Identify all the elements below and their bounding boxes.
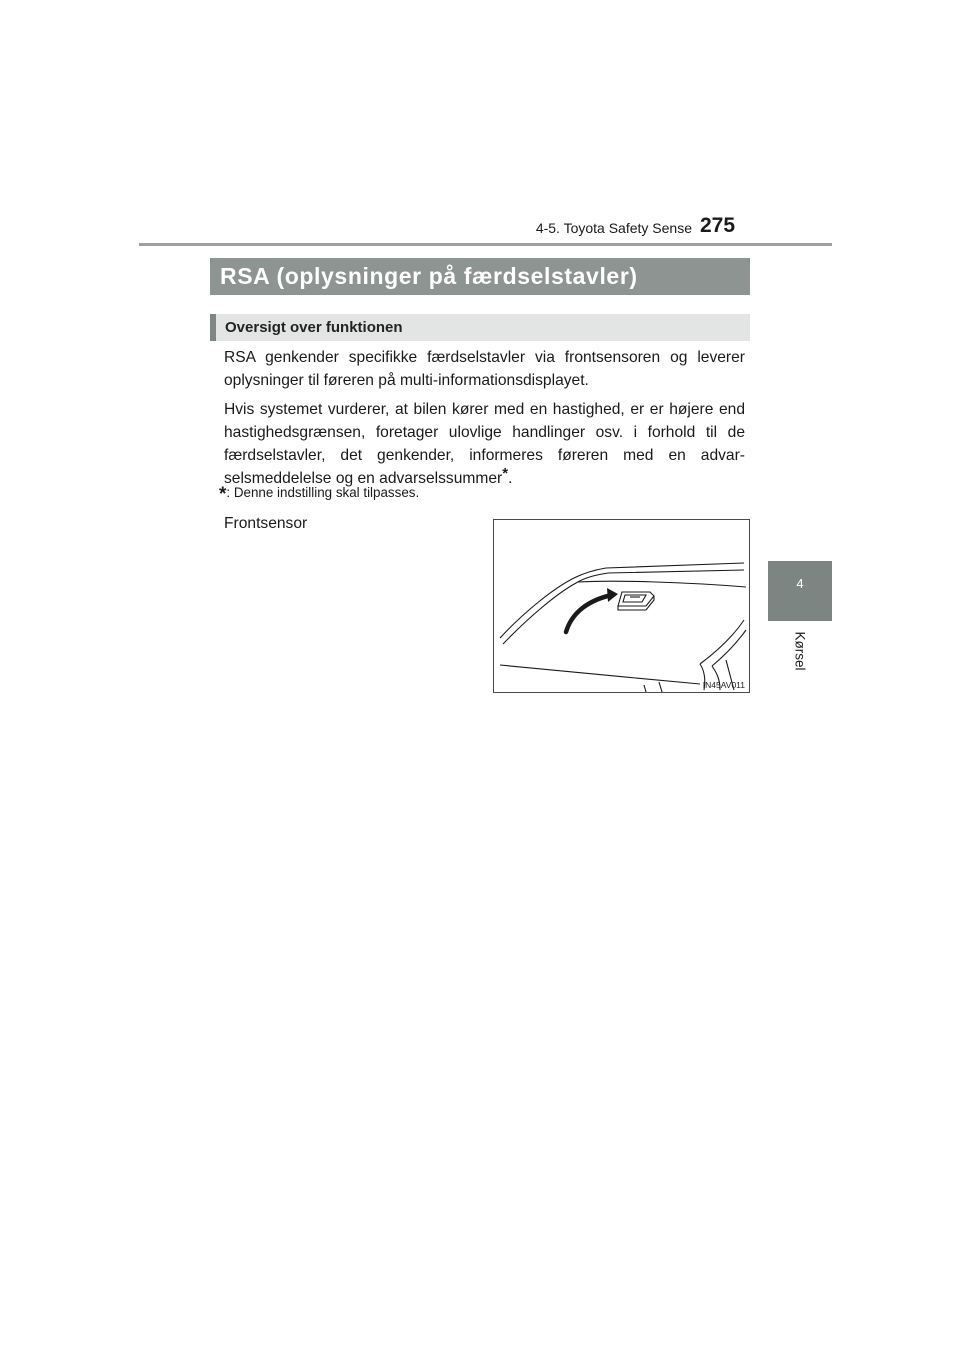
body-paragraph-2: [224, 398, 745, 490]
figure-code: IN45AV011: [702, 680, 745, 690]
windshield-sensor-drawing: [494, 520, 751, 694]
header-divider: [139, 243, 832, 246]
subsection-heading: Oversigt over funktionen: [210, 314, 750, 341]
page-number: 275: [700, 214, 736, 237]
chapter-title: [790, 626, 810, 676]
chapter-number: 4: [796, 576, 804, 591]
chapter-title-text: Kørsel: [792, 631, 808, 671]
footnote-reference-asterisk: *: [502, 465, 509, 482]
paragraph-end-period: .: [508, 470, 513, 487]
section-heading: RSA (oplysninger på færdselstavler): [210, 258, 750, 295]
windshield-front-sensor-illustration: [493, 519, 750, 693]
body-paragraph-1: RSA genkender specifikke færdselstavler via frontsensoren og leverer oplysninger til føreren på multi-informationsdisplayet.: [224, 349, 745, 389]
chapter-tab: [768, 561, 832, 621]
figure-caption: Frontsensor: [224, 515, 308, 532]
footnote-text: : Denne indstilling skal tilpasses.: [226, 485, 420, 500]
header-section-title: 4-5. Toyota Safety Sense: [535, 220, 692, 236]
footnote: [219, 484, 419, 506]
body-paragraph-2-text: Hvis systemet vurderer, at bilen kører med en hastighed, er er højere end hastighedsgrænsen, foretager ulovlige handlinger osv. i forhold til de færdselstavler, det genkender, informeres føreren med en advar-selsmeddelelse og en advarselssummer: [224, 401, 745, 487]
footnote-marker: *: [219, 484, 227, 505]
